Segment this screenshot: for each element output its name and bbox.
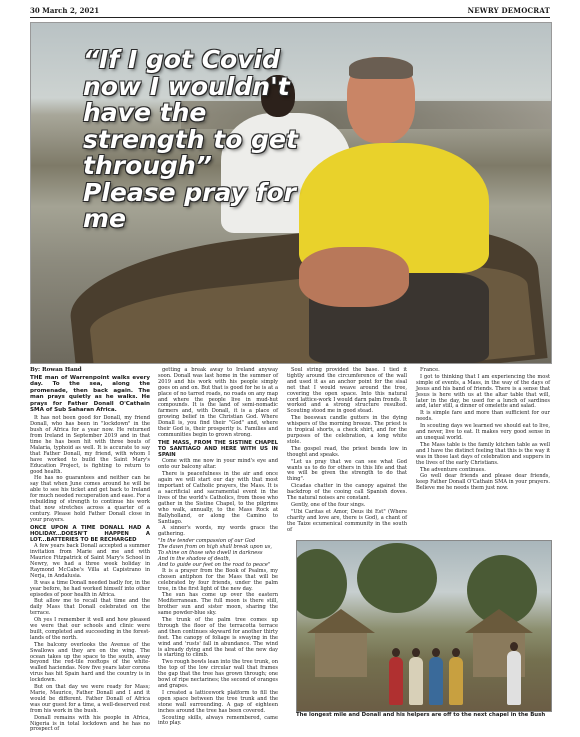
photo-tree <box>357 543 437 613</box>
photo-person <box>389 657 403 705</box>
photo-person <box>409 657 423 705</box>
paragraph: Gently, one of the four sings. <box>291 501 366 508</box>
verse-line: To shine on those who dwell in darkness <box>158 550 263 557</box>
paragraph: But on that day we were ready for Mass; Marie, Maurice, Father Donall and I and it would be different. Father Donall of Africa was our guest for a time, a well-deserved rest from his work in the bush. <box>30 684 150 714</box>
paragraph: It was a time Donall needed badly for, in the year before, he had worked himself into other episodes of poor health in Africa. <box>30 579 150 598</box>
newspaper-name: NEWRY DEMOCRAT <box>467 6 550 15</box>
photo-hut <box>315 631 367 677</box>
paragraph: I got to thinking that I am experiencing the most simple of events, a Mass, in the way of the days of Jesus and his band of friends. There is a sense that Jesus is here with us at the altar table that will, later in the day, be used for a lunch of sardines and, later still, a dinner of omelette and salad. <box>416 373 550 410</box>
photo-person <box>449 657 463 705</box>
paragraph: The trunk of the palm tree comes up through the floor of the terracotta terrace and then continues skyward for another thirty feet. The canopy of foliage is swaying in the wind and 'rusts' fall in abundance. The wind is already dying and the heat of the new day is starting to climb. <box>158 617 278 659</box>
paragraph: In scouting days we learned we should eat to live, and never, live to eat. It makes very good sense in an unequal world. <box>416 423 550 441</box>
paragraph: Go well dear friends and please dear friends, keep Father Donall O'Cathain SMA in your prayers. Believe me he needs them just now. <box>416 473 550 492</box>
verse-line: The dawn from on high shall break upon us, <box>158 544 273 551</box>
paragraph: Come with me now in your mind's eye and onto our balcony altar. <box>158 458 278 471</box>
byline: By: Rowan Hand <box>30 367 82 373</box>
paragraph: It is a prayer from the Book of Psalms, my chosen antiphon for the Mass that will be celebrated by four friends, under the palm tree, in the first light of the new day. <box>158 567 278 592</box>
pull-quote: “If I got Covid now I wouldn't have the strength to get through” Please pray for me <box>83 45 298 233</box>
subheading: ONCE UPON A TIME DONALL HAD A HOLIDAY...DOESN'T HAPPEN A LOT...BATTERIES TO BE RECHARGED <box>30 524 150 544</box>
main-photo <box>30 22 552 364</box>
paragraph: A few years back Donall accepted a summer invitation from Marie and me and with Maurice Fitzpatrick of Saint Mary's School in Newry, we had a three week holiday in Raymond McCabe's Villa at Capistrano in Nerja, in Andalusia. <box>30 543 150 579</box>
verse-line: And to guide our feet on the road to peace" <box>158 561 271 568</box>
paragraph: But allow me to recall that time and the daily Mass that Donall celebrated on the terrace. <box>30 598 150 617</box>
subheading: THE MASS, FROM THE SISTINE CHAPEL TO SANTIAGO AND HERE WITH US IN SPAIN <box>158 439 278 459</box>
paragraph: The beeswax candle gutters in the dying whispers of the morning breeze. The priest is in tropical shorts, a check shirt, and for the purposes of the celebration, a long white stole. <box>287 415 407 445</box>
paragraph: I created a latticework platform to fill the open space between the tree trunk and the stone wall surrounding. A gap of eighteen inches around the tree has been covered. <box>158 689 278 714</box>
paragraph: getting a break away to Ireland anyway soon. Donall was last home in the summer of 2019 and his work with his people simply goes on and on. But that is good for he is at a place of no tarred roads, no roads on any map and where the people live in mud-hut compounds. It is the land of semi-nomadic farmers and, with Donall, it is a place of growing belief in the Christian God. Where Donall is, you find their "God" and, where their God is, their prosperity is. Families and communities begin to grown strong. <box>158 367 278 438</box>
photo-man-foreground <box>299 57 489 357</box>
issue-date: 30 March 2, 2021 <box>30 6 100 15</box>
column-3 <box>287 368 407 534</box>
paragraph: Donall remains with his people in Africa, Nigeria is in total lockdown and he has no prospect of <box>30 714 150 733</box>
photo-person <box>429 657 443 705</box>
bush-photo <box>296 540 552 712</box>
masthead <box>30 3 550 18</box>
paragraph: There is peacefulness in the air and once again we will start our day with that most important of Catholic prayers, the Mass. It is a sacrificial and sacramental event in the lives of the world's Catholics, from those who gather in the Sistine Chapel, to the pilgrims who walk, annually, to the Mass Rock at Ballyholland, or along the Camino to Santiago. <box>158 471 278 525</box>
paragraph: A sinner's words, my words grace the gathering. <box>158 525 278 538</box>
paragraph: The adventure continues. <box>420 466 486 473</box>
paragraph: "Let us pray that we can see what God wants us to do for others in this life and that we will be given the strength to do that thing". <box>287 458 407 483</box>
column-1 <box>30 368 150 734</box>
paragraph: The sun has come up over the eastern Mediterranean. The full moon is there still, brother sun and sister moon, sharing the same powder-blue sky. <box>158 592 278 617</box>
paragraph: Scouting skills, always remembered, came into play. <box>158 714 278 727</box>
paragraph: Cicadas chatter in the canopy against the backdrop of the cooing call Spanish doves. The natural noises are constant. <box>287 483 407 502</box>
lead-paragraph: THE man of Warrenpoint walks every day. To the sea, along the promenade, then back again. The man prays quietly as he walks. He prays for Father Donall O'Cathain SMA of Sub Saharan Africa. <box>30 374 150 413</box>
paragraph: Soul string provided the base. I tied it tightly around the circumference of the wall and used it as an anchor point for the sisal net that I would weave around the tree, covering the open space. Into this natural cord lattice-work I would darn palm fronds. It worked and a strong structure resulted. Scouting stood me in good stead. <box>287 367 407 415</box>
paragraph: The gospel read, the priest bends low in thought and speaks. <box>287 445 407 458</box>
column-2 <box>158 368 278 728</box>
verse-line: "In the tender compassion of our God <box>158 538 256 545</box>
verse-line: And in the shadow of death, <box>158 555 231 562</box>
paragraph: Oh yes I remember it well and how pleased we were that our schools and clinic were built, completed and succeeding in the forest-lands of the north. <box>30 617 150 641</box>
photo-caption: The longest mile and Donall and his helpers are off to the next chapel in the Bush <box>296 712 546 718</box>
paragraph: France. <box>420 367 440 373</box>
paragraph: It has not been good for Donall, my friend Donall, who has been in "lockdown" in the bush of Africa for a year now. He returned from Ireland in September 2019 and in that time he has been hit with three bouts of Malaria, typhoid as well. It is accurate to say that Father Donall, my friend, with whom I have worked to build the Saint Mary's Education Project, is fighting to return to good health. <box>30 415 150 475</box>
paragraph: He has no guarantees and neither can he say that when June comes around he will be able to see his ticket and get back to Ireland for much needed recuperation and ease. For a rebuilding of strength to continue his work that now stretches across a quarter of a century. Please hold Father Donall close in your prayers. <box>30 475 150 523</box>
paragraph: Two rough bowls lean into the tree trunk, on the top of the low circular wall that frames the gap that the tree has grown through; one bowl of ripe nectarines; the second of oranges and grapes. <box>158 659 278 690</box>
photo-person <box>507 651 521 705</box>
paragraph: The balcony overlooks the Avenue of the Swallows and they are on the wing. The ocean takes up the space to the south, away beyond the red-tile rooftops of the white-walled haciendas. Now five years later corona virus has hit Spain hard and the country is in lockdown. <box>30 641 150 684</box>
paragraph: The Mass table is the family kitchen table as well and I have the distinct feeling that this is the way it was in those last days of celebration and suppers in the lives of the early Christians. <box>416 441 550 466</box>
column-4 <box>416 368 550 493</box>
paragraph: "Ubi Caritas et Amor, Deus ibi Est" (Where charity and love are, there is God), a chant of the Taize ecumenical community in the south of <box>287 508 407 533</box>
paragraph: It is simple fare and more than sufficient for our needs. <box>416 410 550 423</box>
